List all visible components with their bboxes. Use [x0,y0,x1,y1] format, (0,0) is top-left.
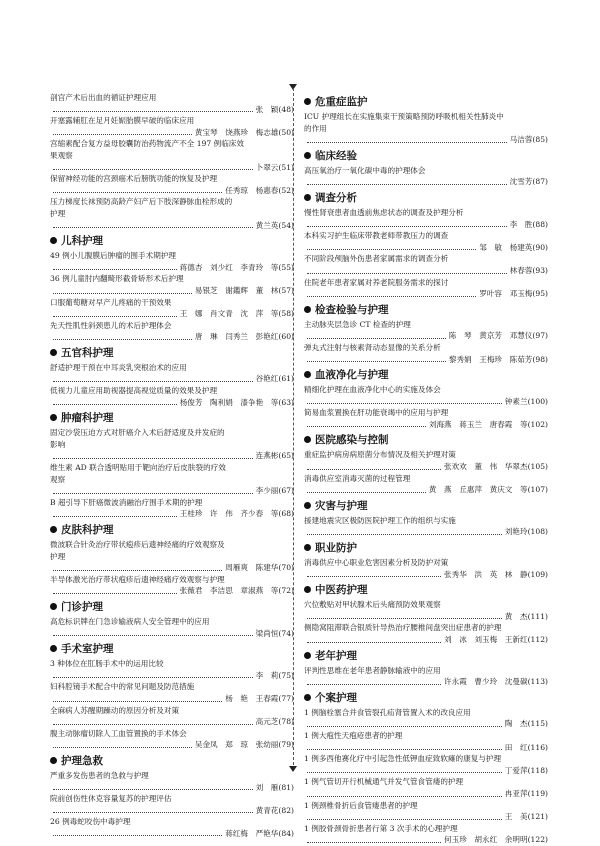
entry-author-line [50,220,294,232]
entry-title-line: 不同阶段颅脑外伤患者家属需求的调查分析 [304,254,449,264]
toc-entry [304,342,548,365]
toc-entry [304,776,548,799]
toc-entry [304,407,548,430]
entry-title-line: 慢性肾衰患者血透前焦虑状态的调查及护理分析 [304,207,464,217]
dot-leader [53,716,253,725]
entry-author-page: 梁尚恒(74) [255,628,294,638]
entry-title-line: 高压氧治疗一氧化碳中毒的护理体会 [304,165,426,175]
entry-author-page: 钟素兰(100) [504,396,548,406]
toc-entry [50,462,294,497]
bullet-icon [304,194,311,201]
toc-entry [304,515,548,538]
entry-author-line [50,782,294,794]
section-heading-text: 皮肤科护理 [61,524,114,536]
toc-entry [50,320,294,343]
bullet-icon [50,645,57,652]
dot-leader [307,788,502,797]
dot-leader [307,330,446,339]
entry-author-page: 杨俊芳 陶利娟 漆争艳 等(63) [179,397,294,407]
entry-title-line: 简易血浆置换在肝功能衰竭中的应用与护理 [304,408,449,418]
entry-author-page: 罗叶容 邓玉梅(95) [479,289,548,299]
entry-author-page: 唐 琳 闫秀兰 彭艳红(60) [194,332,294,342]
dot-leader [307,569,441,578]
toc-entry [304,599,548,622]
entry-author-line [50,127,294,139]
entry-title-line: 本科实习护生临床带教老师带教压力的调查 [304,231,449,241]
entry-author-line [304,176,548,188]
bullet-icon [50,757,57,764]
entry-author-page: 黄宝琴 饶燕珍 梅志雄(50) [194,127,294,137]
dot-leader [307,718,502,727]
entry-title-line: 宫缩素配合复方益母胶囊防治药物流产不全 197 例临床效 [50,139,244,149]
entry-author-line [304,288,548,300]
entry-author-line [304,265,548,277]
entry-title-line: 1 例多西他赛化疗中引起急性低钾血症致软瘫的康复与护理 [304,754,502,764]
entry-title-line: 1 例胶骨颈骨折患者行第 3 次手术的心理护理 [304,823,458,833]
entry-author-page: 黄兰英(54) [255,220,294,230]
dot-leader [307,742,502,751]
dot-leader [53,485,253,494]
section-heading [304,303,548,318]
entry-author-page: 王 娜 肖文青 沈 萍 等(58) [179,309,294,319]
entry-title-line: 精细化护理在血液净化中心的实施及体会 [304,385,441,395]
section-heading [304,499,548,514]
dot-leader [307,834,441,843]
bullet-icon [304,306,311,313]
entry-title-line: ICU 护理组长在实施集束干预策略预防呼吸机相关性肺炎中 [304,112,504,121]
entry-author-line [304,742,548,754]
entry-title-line: 压力梯度长袜预防高龄产妇产后下肢深静脉血栓形成的 [50,197,233,207]
entry-title-line: 26 例毒蛇咬伤中毒护理 [50,817,131,827]
section-heading-text: 个案护理 [315,691,357,704]
column-divider [293,88,294,770]
entry-title-line: 半导体激光治疗带状疱疹后遗神经痛疗效观察与护理 [50,574,225,584]
entry-author-page: 周雁爽 陈建华(70) [225,563,294,573]
bullet-icon [304,152,311,159]
entry-title-line: 腹主动脉瘤切除人工血管置换的手术体会 [50,728,187,738]
dot-leader [53,450,253,459]
bullet-icon [304,586,311,593]
section-heading [304,368,548,383]
section-heading [50,600,294,615]
toc-entry [304,319,548,342]
toc-left-column [50,92,294,839]
entry-author-line [50,828,294,840]
toc-entry [50,539,294,574]
toc-entry [50,497,294,520]
entry-author-page: 冉亚萍(119) [504,788,548,798]
entry-title-line: 侧隐窝阻滞联合银质针导热治疗腰椎间盘突出症患者的护理 [304,623,502,633]
entry-author-page: 陈 琴 黄京芳 邓慧仪(97) [448,331,548,341]
section-heading [304,433,548,448]
entry-author-page: 沈雪芳(87) [509,177,548,187]
entry-author-page: 丁爱萍(118) [504,765,548,775]
entry-author-line [50,585,294,597]
entry-author-page: 连燕彬(65) [255,451,294,461]
entry-author-page: 卜翠云(51) [255,162,294,172]
entry-author-line [304,834,548,846]
entry-title-line: B 超引导下肝癌微波消融治疗围手术期的护理 [50,497,203,507]
entry-author-line [304,330,548,342]
entry-author-page: 谷艳红(61) [255,374,294,384]
entry-author-page: 李 莉(75) [255,670,294,680]
entry-author-line [304,765,548,777]
entry-author-line [50,331,294,343]
entry-author-line [50,262,294,274]
entry-author-line [50,397,294,409]
toc-entry [304,277,548,300]
entry-author-line [304,569,548,581]
toc-entry [304,665,548,688]
entry-author-line [304,134,548,146]
entry-author-line [50,628,294,640]
entry-title-line: 护理 [50,551,66,561]
entry-author-page: 蒋德杏 刘少红 李青玲 等(55) [179,262,294,272]
entry-author-line [304,611,548,623]
dot-leader [53,628,253,637]
entry-title-line: 全麻病人苏醒期躁动的原因分析及对策 [50,705,180,715]
bullet-icon [304,371,311,378]
entry-title-line: 低视力儿童应用助视器提高视觉质量的效果及护理 [50,386,218,396]
entry-author-line [304,788,548,800]
section-heading-text: 儿科护理 [61,235,103,248]
section-heading-text: 肿瘤科护理 [61,412,114,425]
entry-author-line [304,526,548,538]
entry-author-page: 王桂珍 许 伟 齐少春 等(68) [179,509,294,519]
dot-leader [307,265,507,274]
entry-title-line: 49 例小儿腹膜后肿瘤的围手术期护理 [50,251,176,261]
section-heading-text: 门诊护理 [61,600,103,613]
entry-title-line: 影响 [50,439,66,449]
entry-title-line: 弹丸式注射与核素肾动态显像的关系分析 [304,342,441,352]
section-heading-text: 中医药护理 [315,584,368,597]
entry-author-page: 黄 杰(111) [504,611,548,621]
entry-author-line [304,242,548,254]
dot-leader [53,185,222,194]
entry-author-page: 何玉珍 胡永红 余明明(122) [444,835,548,845]
entry-author-line [50,805,294,817]
entry-author-line [304,634,548,646]
toc-entry [50,681,294,704]
entry-author-line [50,508,294,520]
toc-entry [50,173,294,196]
entry-author-line [50,670,294,682]
dot-leader [53,127,192,136]
entry-author-page: 马洁蓉(85) [509,135,548,145]
toc-entry [50,297,294,320]
entry-title-line: 护理 [50,208,66,218]
entry-author-line [50,485,294,497]
section-heading-text: 血液净化与护理 [315,369,389,382]
section-heading [304,149,548,164]
section-heading-text: 医院感染与控制 [315,434,389,447]
entry-author-line [304,484,548,496]
entry-author-page: 黄青花(82) [255,805,294,815]
toc-right-column [304,92,548,846]
entry-title-line: 舒适护理干预在中耳炎乳突根治术的应用 [50,362,187,372]
entry-author-line [304,419,548,431]
entry-author-page: 吴金凤 郑 琼 张幼丽(79) [194,740,294,750]
dot-leader [53,104,253,113]
entry-author-line [50,185,294,197]
toc-entry [304,473,548,496]
entry-author-page: 陶 杰(115) [504,719,548,729]
entry-title-line: 重症监护病房病原菌分布情况及相关护理对策 [304,450,456,460]
dot-leader [53,828,222,837]
entry-title-line: 观察 [50,474,66,484]
entry-author-line [304,354,548,366]
entry-title-line: 维生素 AD 联合透明贴用于靶向治疗后皮肤裂的疗效 [50,463,226,473]
section-heading-text: 临床经验 [315,149,357,162]
section-heading [304,691,548,706]
toc-entry [304,753,548,776]
toc-entry [50,705,294,728]
entry-author-page: 蒋红梅 严艳华(84) [225,828,294,838]
bullet-icon [304,544,311,551]
dot-leader [307,765,502,774]
section-heading [50,754,294,769]
entry-title-line: 保留神经功能的宫颈癌术后膀胱功能的恢复及护理 [50,174,218,184]
entry-author-line [304,718,548,730]
dot-leader [53,331,192,340]
toc-entry [50,138,294,173]
entry-author-line [50,104,294,116]
section-heading-text: 护理急救 [61,754,103,767]
entry-author-page: 张薇君 李洁思 章淑燕 等(72) [179,586,294,596]
section-heading-text: 职业防护 [315,542,357,555]
section-heading [304,95,548,110]
dot-leader [53,782,253,791]
toc-entry [304,622,548,645]
toc-entry [50,793,294,816]
entry-author-line [304,676,548,688]
entry-author-line [50,308,294,320]
entry-author-page: 易银芝 谢鑑辉 董 林(57) [194,285,294,295]
toc-entry [304,253,548,276]
dot-leader [53,562,222,571]
entry-author-page: 李少丽(67) [255,486,294,496]
dot-leader [53,308,177,317]
entry-title-line: 开塞露辅肛在足月妊娠胎膜早破的临床应用 [50,116,195,126]
dot-leader [307,242,476,251]
entry-title-line: 妇科腔镜手术配合中的常见问题及防范措施 [50,682,195,692]
dot-leader [307,419,426,428]
dot-leader [53,285,192,294]
entry-title-line: 住院老年患者家属对养老院服务需求的探讨 [304,277,449,287]
toc-entry [50,196,294,231]
entry-title-line: 消毒供应中心职业危害因素分析及防护对策 [304,558,449,568]
dot-leader [307,484,426,493]
entry-author-page: 张 颖(48) [255,104,294,114]
dot-leader [307,611,502,620]
dot-leader [307,526,502,535]
dot-leader [307,176,507,185]
entry-author-page: 黎秀娟 王梅珍 陈茹芳(98) [448,354,548,364]
toc-entry [50,250,294,273]
section-heading [304,541,548,556]
section-heading-text: 检查检验与护理 [315,303,389,316]
entry-title-line: 口服葡萄糖对早产儿疼痛的干预效果 [50,297,172,307]
entry-author-page: 高元芝(78) [255,717,294,727]
entry-title-line: 剖宫产术后出血的循证护理应用 [50,93,157,102]
toc-entry [304,707,548,730]
toc-entry [50,427,294,462]
section-heading [304,583,548,598]
entry-author-line [50,450,294,462]
entry-title-line: 1 例气管切开行机械通气并发气管食管瘘的护理 [304,777,464,787]
toc-entry [304,384,548,407]
dot-leader [53,373,253,382]
dot-leader [307,288,476,297]
entry-title-line: 固定沙袋压迫方式对肝癌介入术后舒适度及并发症的 [50,428,225,438]
dot-leader [53,805,253,814]
entry-author-page: 许永霞 曹少玲 沈曼碳(113) [444,677,548,687]
dot-leader [53,739,192,748]
section-heading [50,346,294,361]
entry-author-line [304,811,548,823]
section-heading-text: 灾害与护理 [315,499,368,512]
dot-leader [307,811,502,820]
entry-author-page: 张秀华 洪 英 林 静(109) [444,569,548,579]
section-heading-text: 手术室护理 [61,643,114,656]
entry-title-line: 微波联合针灸治疗带状疱疹后遗神经痛的疗效观察及 [50,540,225,549]
dot-leader [53,508,177,517]
entry-author-page: 刘 冰 刘玉梅 王新红(112) [444,635,548,644]
bullet-icon [304,436,311,443]
toc-entry [50,728,294,751]
section-heading [50,642,294,657]
dot-leader [307,134,507,143]
dot-leader [307,396,502,405]
toc-entry [50,770,294,793]
section-heading-text: 危重症监护 [315,96,368,108]
entry-author-page: 刘艳玲(108) [504,527,548,537]
bullet-icon [50,526,57,533]
entry-title-line: 果观察 [50,150,73,160]
entry-author-line [304,396,548,408]
toc-entry [50,616,294,639]
entry-author-page: 邹 敏 杨建英(90) [479,242,548,252]
entry-author-page: 刘海燕 蒋玉兰 唐春霞 等(102) [428,419,548,429]
toc-entry [304,111,548,146]
toc-entry [304,230,548,253]
entry-title-line: 援建地震灾区极防医院护理工作的组织与实施 [304,515,456,525]
bullet-icon [304,502,311,509]
entry-author-line [304,461,548,473]
dot-leader [53,162,253,171]
toc-entry [304,449,548,472]
entry-author-page: 黄 燕 丘惠萍 黄庆文 等(107) [428,485,548,495]
entry-title-line: 36 例儿童肘内翻畸形截骨矫形术后护理 [50,274,184,284]
entry-author-line [50,373,294,385]
toc-entry [50,385,294,408]
entry-title-line: 主动脉夹层急诊 CT 检查的护理 [304,319,411,329]
bullet-icon [50,237,57,244]
section-heading [50,523,294,538]
bullet-icon [50,603,57,610]
entry-title-line: 穴位敷贴对甲状腺术后头痛预防效果观察 [304,600,441,610]
entry-author-page: 刘 雁(81) [255,782,294,792]
entry-title-line: 1 例脑栓塞合并食管裂孔疝肾管置入术的改良应用 [304,707,471,717]
toc-entry [50,92,294,115]
dot-leader [53,397,177,406]
bullet-icon [304,694,311,701]
entry-author-line [50,285,294,297]
toc-entry [50,816,294,839]
entry-author-page: 任秀琼 杨惠春(52) [225,185,294,195]
triangle-down-icon [289,766,297,772]
dot-leader [53,693,222,702]
bullet-icon [50,349,57,356]
dot-leader [53,262,177,271]
toc-entry [50,574,294,597]
dot-leader [307,219,507,228]
entry-author-page: 林春蓉(93) [509,265,548,275]
dot-leader [53,220,253,229]
entry-author-page: 李 胜(88) [509,219,548,229]
dot-leader [307,676,441,685]
section-heading [304,191,548,206]
bullet-icon [304,98,311,105]
entry-author-page: 田 红(116) [504,742,548,752]
entry-author-line [50,562,294,574]
bullet-icon [304,652,311,659]
section-heading [50,411,294,426]
entry-title-line: 高危标识牌在门急诊输液病人安全管理中的应用 [50,616,210,626]
toc-entry [304,730,548,753]
entry-title-line: 1 例大疱性天疱疮患者的护理 [304,730,403,740]
toc-entry [304,165,548,188]
entry-title-line: 院前创伤性休克容量复苏的护理评估 [50,794,172,804]
entry-title-line: 3 种体位在肛肠手术中的运用比较 [50,659,164,669]
toc-entry [50,273,294,296]
toc-entry [50,362,294,385]
bullet-icon [50,414,57,421]
entry-title-line: 消毒供应室消毒灭菌的过程管理 [304,473,411,483]
entry-author-line [50,716,294,728]
section-heading-text: 老年护理 [315,649,357,662]
dot-leader [307,461,441,470]
entry-title-line: 的作用 [304,123,327,133]
dot-leader [53,670,253,679]
entry-author-page: 张欢欢 董 伟 华翠杰(105) [444,462,548,472]
toc-entry [50,658,294,681]
dot-leader [307,634,441,643]
entry-title-line: 评判性思维在老年患者静脉输液中的应用 [304,665,441,675]
dot-leader [53,585,177,594]
entry-title-line: 先天性肌性斜颈患儿的术后护理体会 [50,320,172,330]
entry-author-page: 王 美(121) [504,812,548,822]
entry-author-line [50,739,294,751]
toc-entry [304,823,548,846]
section-heading-text: 五官科护理 [61,346,114,359]
dot-leader [307,354,446,363]
entry-author-page: 杨 艳 王春霞(77) [225,693,294,703]
section-heading [304,649,548,664]
toc-entry [304,207,548,230]
toc-entry [304,557,548,580]
entry-title-line: 严重多发伤患者的急救与护理 [50,770,149,780]
toc-entry [50,115,294,138]
entry-author-line [50,693,294,705]
toc-entry [304,800,548,823]
entry-title-line: 1 例颈椎骨折后食管瘘患者的护理 [304,800,418,810]
entry-author-line [304,219,548,231]
entry-author-line [50,162,294,174]
section-heading-text: 调查分析 [315,191,357,204]
section-heading [50,234,294,249]
